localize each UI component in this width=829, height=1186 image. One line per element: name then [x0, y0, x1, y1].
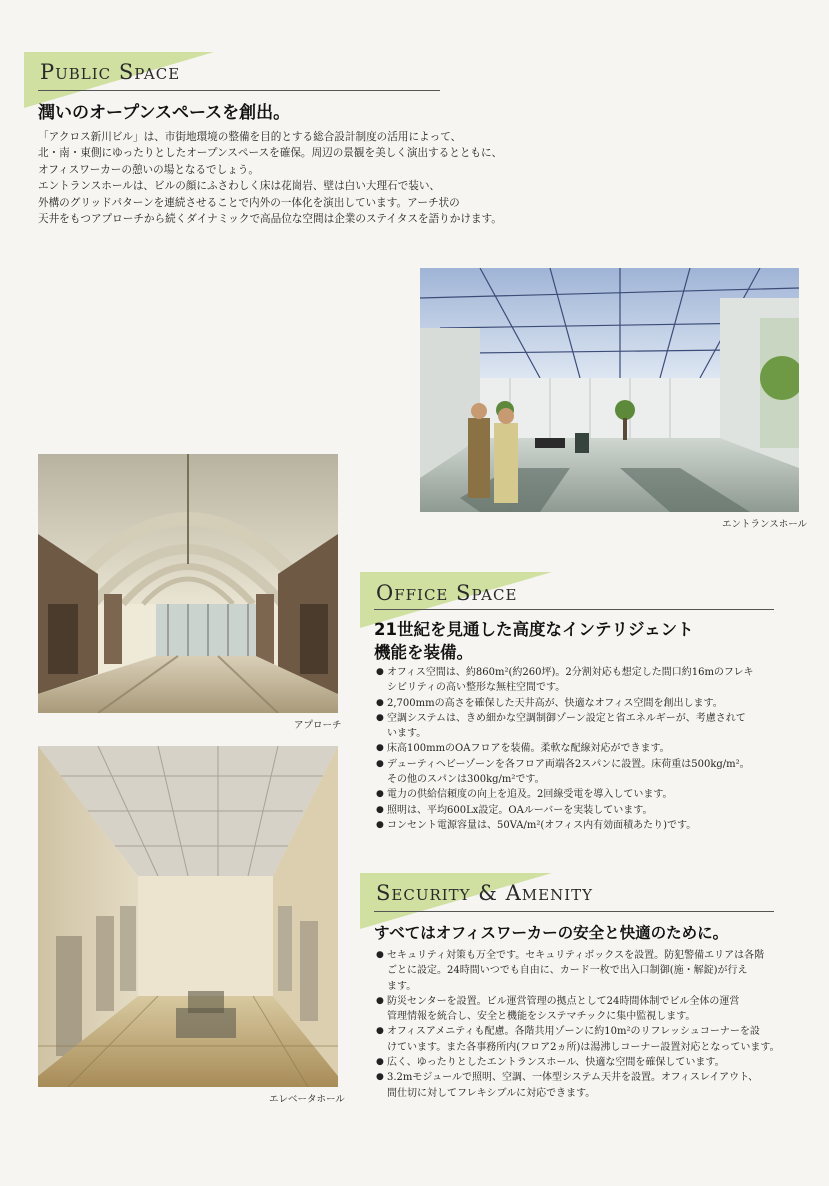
security-bullets	[376, 948, 796, 1101]
list-item: ● 2,700mmの高さを確保した天井高が、快適なオフィス空間を創出します。	[376, 696, 786, 711]
approach-photo	[38, 454, 338, 713]
list-item: ● 電力の供給信頼度の向上を追及。2回線受電を導入しています。	[376, 787, 786, 802]
section-rule	[38, 90, 440, 91]
caption-approach: アプローチ	[294, 720, 342, 731]
body-line: 外構のグリッドパターンを連続させることで内外の一体化を演出しています。アーチ状の	[38, 196, 460, 209]
body-line: オフィスワーカーの憩いの場となるでしょう。	[38, 163, 259, 176]
section-rule	[374, 911, 774, 912]
section-title-office: Office Space	[376, 581, 518, 605]
security-headline: すべてはオフィスワーカーの安全と快適のために。	[374, 924, 729, 942]
public-body	[38, 129, 502, 227]
list-item: ● デューティヘビーゾーンを各フロア両端各2スパンに設置。床荷重は500kg/m²。 その他のスパンは300kg/m²です。	[376, 757, 786, 788]
list-item: ● コンセント電源容量は、50VA/m²(オフィス内有効面積あたり)です。	[376, 818, 786, 833]
list-item: ● 照明は、平均600Lx設定。OAルーバーを実装しています。	[376, 803, 786, 818]
list-item: ● 広く、ゆったりとしたエントランスホール、快適な空間を確保しています。	[376, 1055, 796, 1070]
section-rule	[374, 609, 774, 610]
section-title-public: Public Space	[40, 60, 181, 84]
list-item: ● 3.2mモジュールで照明、空調、一体型システム天井を設置。オフィスレイアウト、 間仕切に対してフレキシブルに対応できます。	[376, 1070, 796, 1101]
entrance-hall-photo	[420, 268, 799, 512]
list-item: ● 防災センターを設置。ビル運営管理の拠点として24時間体制でビル全体の運営 管理情報を統合し、安全と機能をシステマチックに集中監視します。	[376, 994, 796, 1025]
list-item: ● 空調システムは、きめ細かな空調制御ゾーン設定と省エネルギーが、考慮されて います。	[376, 711, 786, 742]
list-item: ● オフィスアメニティも配慮。各階共用ゾーンに約10m²のリフレッシュコーナーを設 けています。また各事務所内(フロア2ヵ所)は湯沸しコーナー設置対応となっています。	[376, 1024, 796, 1055]
body-line: 「アクロス新川ビル」は、市街地環境の整備を目的とする総合設計制度の活用によって、	[38, 131, 462, 143]
office-headline: 21世紀を見通した高度なインテリジェント 機能を装備。	[374, 620, 694, 662]
caption-elevator-hall: エレベータホール	[269, 1094, 345, 1105]
elevator-hall-photo	[38, 746, 338, 1087]
list-item: ● 床高100mmのOAフロアを装備。柔軟な配線対応ができます。	[376, 741, 786, 756]
section-title-security: Security & Amenity	[376, 881, 594, 905]
body-line: エントランスホールは、ビルの顔にふさわしく床は花崗岩、壁は白い大理石で装い、	[38, 180, 441, 193]
body-line: 北・南・東側にゆったりとしたオープンスペースを確保。周辺の景観を美しく演出するとともに、	[38, 147, 503, 160]
caption-entrance-hall: エントランスホール	[722, 519, 808, 530]
public-headline: 潤いのオープンスペースを創出。	[38, 103, 291, 123]
office-bullets	[376, 665, 786, 833]
list-item: ● オフィス空間は、約860m²(約260坪)。2分割対応も想定した間口約16mのフレキ シビリティの高い整形な無柱空間です。	[376, 665, 786, 696]
body-line: 天井をもつアプローチから続くダイナミックで高品位な空間は企業のステイタスを語りかけます。	[38, 213, 502, 226]
list-item: ● セキュリティ対策も万全です。セキュリティボックスを設置。防犯警備エリアは各階 ごとに設定。24時間いつでも自由に、カード一枚で出入口制御(施・解錠)が行え ます。	[376, 948, 796, 994]
